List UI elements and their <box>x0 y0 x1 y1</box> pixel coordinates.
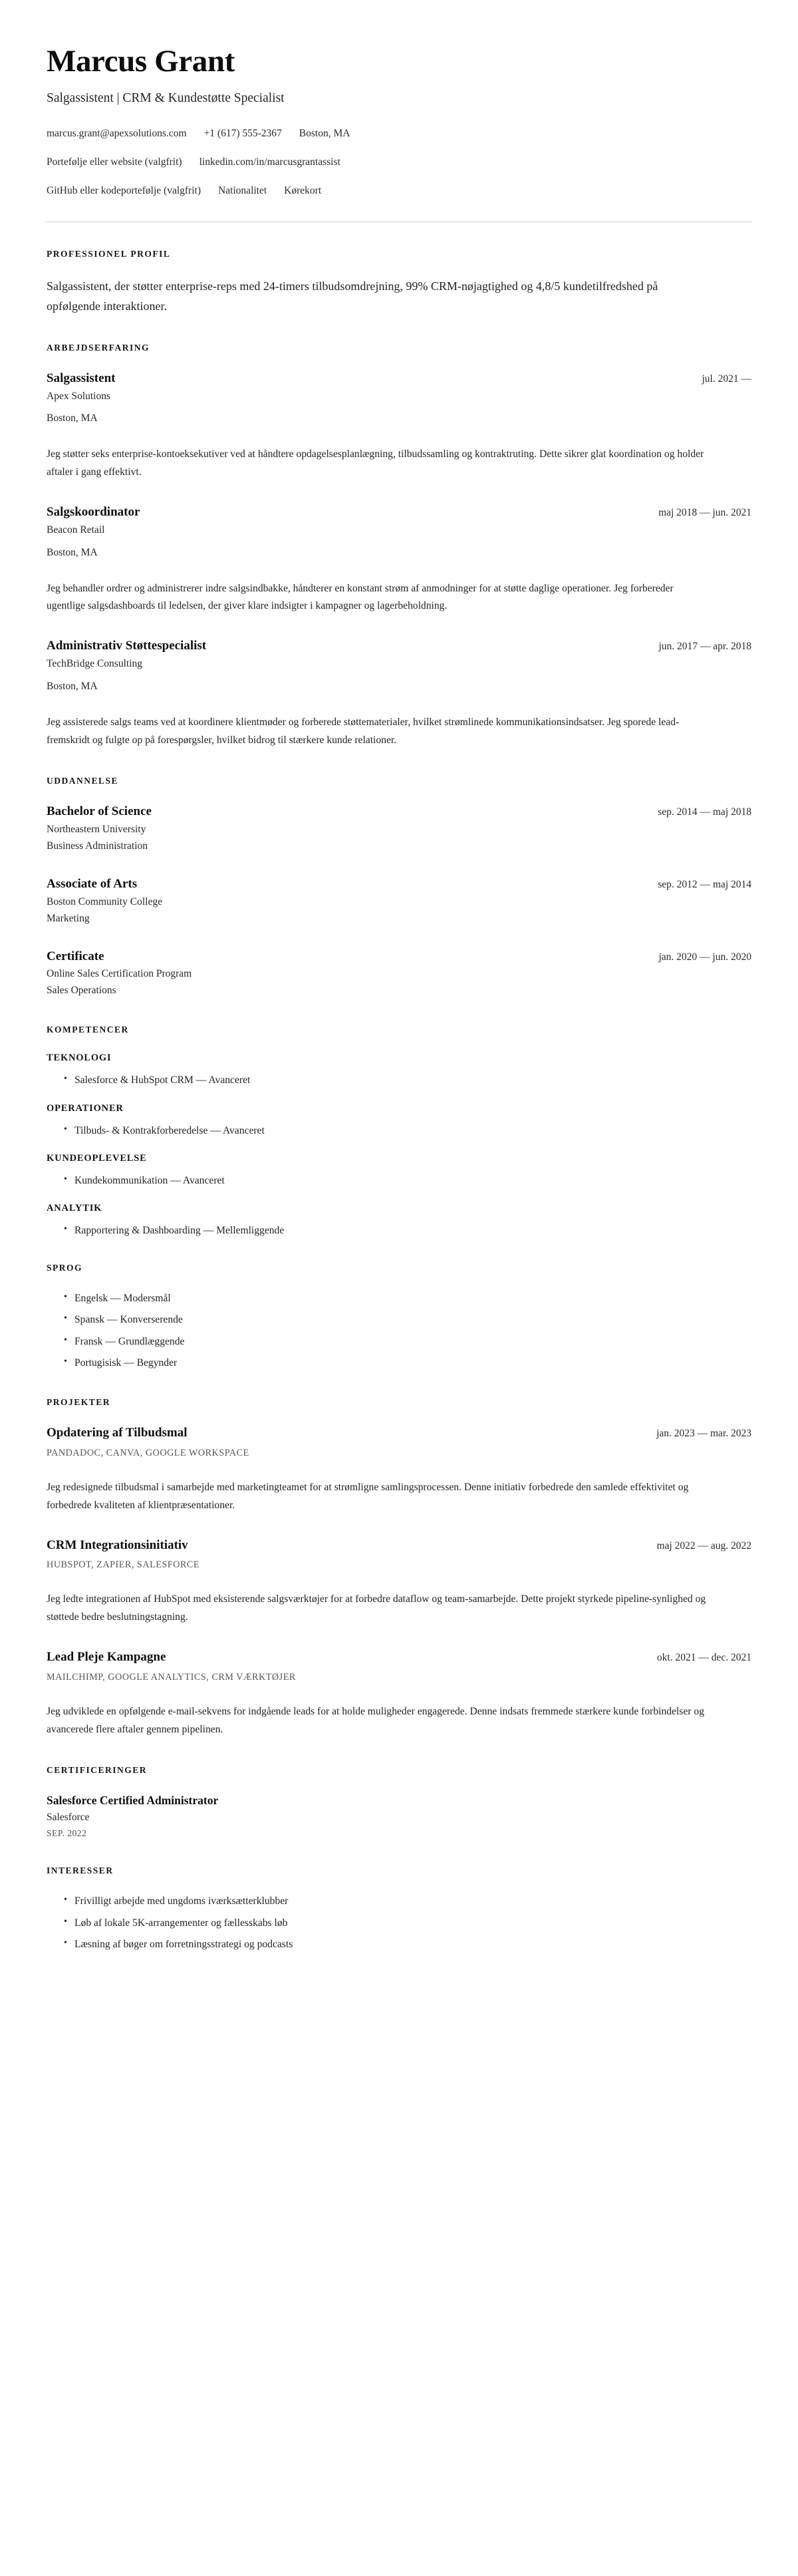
project-entry <box>47 1537 751 1627</box>
project-entry-head <box>47 1537 751 1553</box>
language-item: • Spansk — Konverserende <box>64 1312 751 1327</box>
contact-row-primary <box>47 127 751 141</box>
section-title-skills: KOMPETENCER <box>47 1025 129 1035</box>
skill-group-analytik <box>47 1203 751 1238</box>
experience-location: Boston, MA <box>47 412 98 424</box>
contact-linkedin[interactable]: linkedin.com/in/marcusgrantassist <box>199 156 340 168</box>
contact-row-web <box>47 156 751 170</box>
education-school: Boston Community College <box>47 895 162 907</box>
skill-group-title: KUNDEOPLEVELSE <box>47 1152 147 1164</box>
education-degree: Bachelor of Science <box>47 804 152 819</box>
contact-portfolio[interactable]: Portefølje eller website (valgfrit) <box>47 156 182 168</box>
section-title-profile: PROFESSIONEL PROFIL <box>47 249 171 259</box>
experience-date: jun. 2017 — apr. 2018 <box>658 641 751 653</box>
certification-name: Salesforce Certified Administrator <box>47 1794 219 1808</box>
certification-date: SEP. 2022 <box>47 1828 87 1839</box>
section-title-experience: ARBEJDSERFARING <box>47 342 150 353</box>
education-degree: Certificate <box>47 949 104 963</box>
section-interests <box>47 1865 751 1952</box>
contact-location: Boston, MA <box>299 127 350 139</box>
certification-entry <box>47 1793 751 1839</box>
project-date: maj 2022 — aug. 2022 <box>656 1539 751 1551</box>
education-entry <box>47 876 751 926</box>
education-entry <box>47 949 751 999</box>
skill-group-title: TEKNOLOGI <box>47 1052 112 1064</box>
language-list <box>47 1291 751 1371</box>
contact-nationality: Nationalitet <box>218 184 267 196</box>
experience-date: jul. 2021 — <box>702 373 751 385</box>
experience-role: Administrativ Støttespecialist <box>47 639 207 653</box>
project-date: okt. 2021 — dec. 2021 <box>656 1652 751 1664</box>
project-entry-head <box>47 1425 751 1441</box>
project-date: jan. 2023 — mar. 2023 <box>656 1428 751 1440</box>
section-title-education: UDDANNELSE <box>47 776 119 786</box>
project-name: CRM Integrationsinitiativ <box>47 1537 188 1552</box>
education-school: Online Sales Certification Program <box>47 968 192 980</box>
experience-role: Salgassistent <box>47 371 116 385</box>
section-title-interests: INTERESSER <box>47 1865 114 1876</box>
skill-group-teknologi <box>47 1052 751 1088</box>
contact-github[interactable]: GitHub eller kodeportefølje (valgfrit) <box>47 184 201 196</box>
experience-location: Boston, MA <box>47 680 98 692</box>
experience-company: TechBridge Consulting <box>47 657 142 669</box>
skill-group-title: OPERATIONER <box>47 1102 124 1114</box>
education-field: Business Administration <box>47 840 148 852</box>
experience-company: Beacon Retail <box>47 524 105 536</box>
education-degree: Associate of Arts <box>47 877 138 891</box>
project-tech-stack: PANDADOC, CANVA, GOOGLE WORKSPACE <box>47 1448 249 1459</box>
certification-issuer: Salesforce <box>47 1812 90 1824</box>
experience-description: Jeg støtter seks enterprise-kontoeksekutiver ved at håndtere opdagelsesplanlægning, tilbudssamling og kontraktruting. Dette sikrer glat koordination og holder aftaler i gang effektivt. <box>47 448 704 478</box>
project-description: Jeg udviklede en opfølgende e-mail-sekvens for indgående leads for at holde muligheder engagerede. Denne indsats fremmede stærkere kunde forbindelser og avancerede flere aftaler gennem pipelinen. <box>47 1705 704 1735</box>
section-title-certifications: CERTIFICERINGER <box>47 1765 148 1776</box>
project-name: Opdatering af Tilbudsmal <box>47 1426 188 1440</box>
education-date: sep. 2012 — maj 2014 <box>658 879 751 891</box>
experience-location: Boston, MA <box>47 546 98 558</box>
section-title-languages: SPROG <box>47 1262 83 1273</box>
education-date: jan. 2020 — jun. 2020 <box>658 951 751 963</box>
experience-entry-head <box>47 638 751 654</box>
section-certifications <box>47 1765 751 1839</box>
skill-group-title: ANALYTIK <box>47 1203 102 1214</box>
skill-group-kundeoplevelse <box>47 1153 751 1188</box>
language-item: • Engelsk — Modersmål <box>64 1291 751 1306</box>
experience-role: Salgskoordinator <box>47 504 140 519</box>
education-entry-head <box>47 949 751 965</box>
section-skills <box>47 1025 751 1370</box>
experience-date: maj 2018 — jun. 2021 <box>658 506 751 518</box>
section-education <box>47 776 751 998</box>
interest-list <box>47 1893 751 1952</box>
experience-entry-head <box>47 371 751 387</box>
contact-phone[interactable]: +1 (617) 555-2367 <box>203 127 282 139</box>
experience-entry-head <box>47 504 751 520</box>
education-date: sep. 2014 — maj 2018 <box>658 806 751 818</box>
section-projects <box>47 1397 751 1738</box>
project-entry <box>47 1649 751 1738</box>
language-item: • Portugisisk — Begynder <box>64 1355 751 1370</box>
experience-entry <box>47 504 751 615</box>
education-entry-head <box>47 804 751 820</box>
contact-driving-license: Kørekort <box>284 184 322 196</box>
skill-item: • Rapportering & Dashboarding — Mellemliggende <box>64 1223 751 1238</box>
skill-item: • Tilbuds- & Kontrakforberedelse — Avanceret <box>64 1123 751 1138</box>
experience-entry <box>47 371 751 482</box>
education-entry-head <box>47 876 751 892</box>
skill-list <box>47 1223 751 1238</box>
experience-description: Jeg behandler ordrer og administrerer indre salgsindbakke, håndterer en konstant strøm af anmodninger for at støtte daglige operationer. Jeg forbereder ugentlige salgsdashboards til ledelsen, der giver klare indsigter i kampagner og lagerbeholdning. <box>47 582 674 612</box>
resume-header <box>47 45 751 222</box>
candidate-name: Marcus Grant <box>47 44 235 79</box>
education-school: Northeastern University <box>47 824 146 836</box>
contact-row-extra <box>47 184 751 198</box>
project-entry <box>47 1425 751 1514</box>
contact-email[interactable]: marcus.grant@apexsolutions.com <box>47 127 187 139</box>
interest-item: • Frivilligt arbejde med ungdoms iværksætterklubber <box>64 1893 751 1909</box>
section-experience <box>47 343 751 750</box>
skill-group-operationer <box>47 1103 751 1138</box>
project-name: Lead Pleje Kampagne <box>47 1650 166 1665</box>
skill-item: • Salesforce & HubSpot CRM — Avanceret <box>64 1072 751 1088</box>
project-tech-stack: MAILCHIMP, GOOGLE ANALYTICS, CRM VÆRKTØJER <box>47 1671 296 1683</box>
skill-list <box>47 1072 751 1088</box>
project-description: Jeg redesignede tilbudsmal i samarbejde med marketingteamet for at strømligne samlingsprocessen. Denne initiativ forbedrede den samlede effektivitet og forbedrede kvaliteten af klientpræsentationer. <box>47 1482 689 1511</box>
profile-summary-text: Salgassistent, der støtter enterprise-reps med 24-timers tilbudsomdrejning, 99% CRM-nøjagtighed og 4,8/5 kundetilfredshed på opfølgende interaktioner. <box>47 279 658 313</box>
skill-item: • Kundekommunikation — Avanceret <box>64 1173 751 1188</box>
language-block <box>47 1263 751 1371</box>
experience-entry <box>47 638 751 749</box>
section-title-projects: PROJEKTER <box>47 1397 111 1408</box>
education-entry <box>47 804 751 854</box>
experience-description: Jeg assisterede salgs teams ved at koordinere klientmøder og forberede støttematerialer, hvilket strømlinede kommunikationsindsatser. Jeg sporede lead-fremskridt og fulgte op på forespørgsler, hvilket bidrog til stærkere kunde relationer. <box>47 716 680 746</box>
interest-item: • Løb af lokale 5K-arrangementer og fællesskabs løb <box>64 1915 751 1931</box>
interest-item: • Læsning af bøger om forretningsstrategi og podcasts <box>64 1937 751 1952</box>
project-description: Jeg ledte integrationen af HubSpot med eksisterende salgsværktøjer for at forbedre dataflow og team-samarbejde. Dette projekt styrkede pipeline-synlighed og støttede bedre beslutningstagning. <box>47 1593 706 1623</box>
experience-company: Apex Solutions <box>47 390 111 402</box>
education-field: Sales Operations <box>47 985 116 997</box>
language-item: • Fransk — Grundlæggende <box>64 1334 751 1349</box>
section-profile <box>47 249 751 315</box>
skill-list <box>47 1173 751 1188</box>
project-tech-stack: HUBSPOT, ZAPIER, SALESFORCE <box>47 1559 200 1571</box>
project-entry-head <box>47 1649 751 1665</box>
skill-list <box>47 1123 751 1138</box>
candidate-headline: Salgassistent | CRM & Kundestøtte Specialist <box>47 91 285 106</box>
education-field: Marketing <box>47 912 90 924</box>
